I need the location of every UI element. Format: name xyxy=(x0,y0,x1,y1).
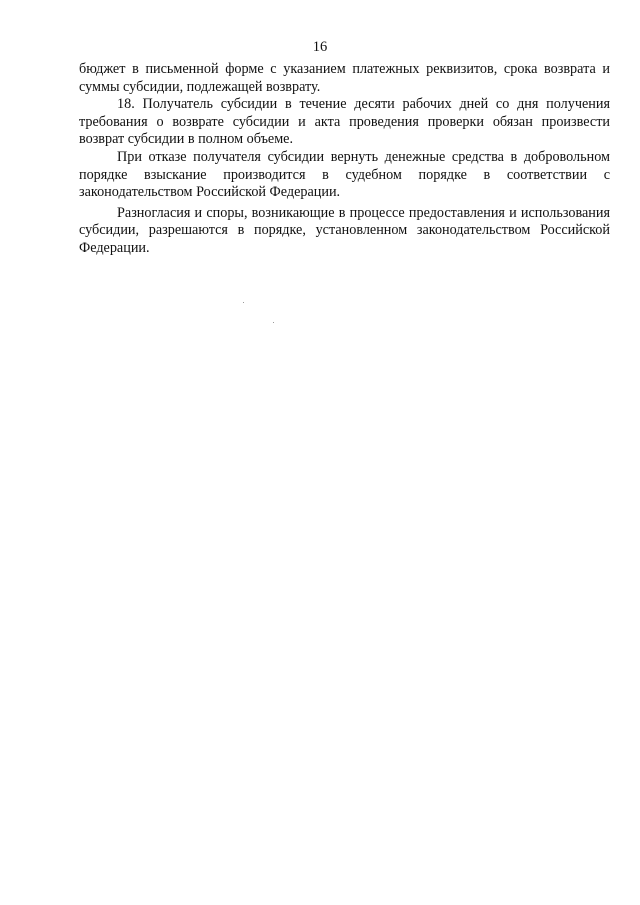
page-number: 16 xyxy=(312,39,328,55)
scan-speck xyxy=(273,322,274,323)
paragraph-refusal: При отказе получателя субсидии вернуть денежные средства в добровольном порядке взыскание производится в судебном порядке в соответствии с законодательством Российской Федерации. xyxy=(79,148,610,201)
scan-speck xyxy=(243,302,244,303)
paragraph-disputes: Разногласия и споры, возникающие в процессе предоставления и использования субсидии, разрешаются в порядке, установленном законодательством Российской Федерации. xyxy=(79,204,610,256)
paragraph-continuation: бюджет в письменной форме с указанием платежных реквизитов, срока возврата и суммы субсидии, подлежащей возврату. xyxy=(79,61,610,95)
document-body xyxy=(79,61,610,258)
paragraph-item-18: 18. Получатель субсидии в течение десяти рабочих дней со дня получения требования о возврате субсидии и акта проведения проверки обязан произвести возврат субсидии в полном объеме. xyxy=(79,96,610,148)
